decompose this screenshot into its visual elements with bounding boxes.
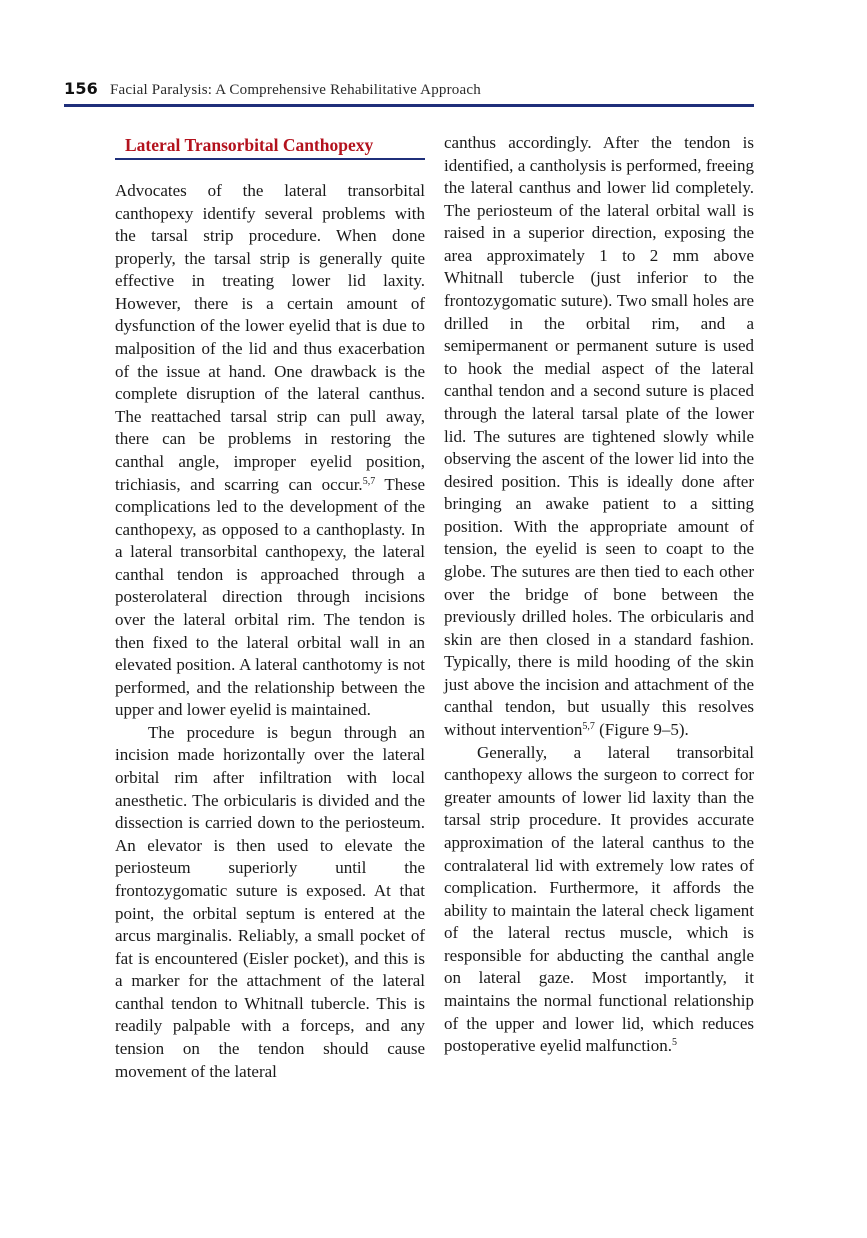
paragraph-text: Advocates of the lateral transorbital canthopexy identify several problems with the tarsal strip procedure. When done properly, the tarsal strip is generally quite effective in treating lower lid laxity. However, there is a certain amount of dysfunction of the lower eyelid that is due to malposition of the lid and thus exacerbation of the issue at hand. One drawback is the complete disruption of the lateral canthus. The reattached tarsal strip can pull away, there can be problems in restoring the canthal angle, improper eyelid position, trichiasis, and scarring can occur.: [115, 181, 425, 494]
running-head: [64, 79, 754, 103]
section-heading: Lateral Transorbital Canthopexy: [115, 132, 425, 160]
reference-superscript: 5,7: [362, 475, 376, 487]
body-paragraph: [115, 180, 425, 722]
body-paragraph: [444, 742, 754, 1058]
paragraph-text: (Figure 9–5).: [594, 720, 689, 740]
body-paragraph: [444, 132, 754, 742]
reference-superscript: 5: [672, 1037, 678, 1049]
body-paragraph: The procedure is begun through an incision made horizontally over the lateral orbital rim after infiltration with local anesthetic. The orbicularis is divided and the dissection is carried down to the periosteum. An elevator is then used to elevate the periosteum superiorly until the frontozygomatic suture is exposed. At that point, the orbital septum is entered at the arcus marginalis. Reliably, a small pocket of fat is encountered (Eisler pocket), and this is a marker for the attachment of the lateral canthal tendon to Whitnall tubercle. This is readily palpable with a forceps, and any tension on the tendon should cause movement of the lateral: [115, 722, 425, 1081]
paragraph-text: Generally, a lateral transorbital canthopexy allows the surgeon to correct for greater amounts of lower lid laxity than the tarsal strip procedure. It provides accurate approximation of the lateral canthus to the contralateral lid with extremely low rates of complication. Furthermore, it affords the ability to maintain the lateral check ligament of the lateral rectus muscle, which is responsible for abducting the canthal angle on lateral gaze. Most importantly, it maintains the normal functional relationship of the upper and lower lid, which reduces postoperative eyelid malfunction.: [444, 742, 754, 1056]
reference-superscript: 5,7: [582, 721, 595, 733]
left-column: [115, 132, 425, 1083]
paragraph-text: canthus accordingly. After the tendon is identified, a cantholysis is performed, freeing the lateral canthus and lower lid completely. The periosteum of the lateral orbital wall is raised in a superior direction, exposing the area approximately 1 to 2 mm above Whitnall tubercle (just inferior to the frontozygomatic suture). Two small holes are drilled in the orbital rim, and a semipermanent or permanent suture is used to hook the medial aspect of the lateral canthal tendon and a second suture is placed through the lateral tarsal plate of the lower lid. The sutures are tightened slowly while observing the ascent of the lower lid into the desired position. This is ideally done after bringing an awake patient to a sitting position. With the appropriate amount of tension, the eyelid is seen to coapt to the globe. The sutures are then tied to each other over the bridge of bone between the previously drilled holes. The orbicularis and skin are then closed in a standard fashion. Typically, there is mild hooding of the skin just above the incision and attachment of the canthal tendon, but usually this resolves without intervention: [444, 133, 754, 740]
page-number: 156: [64, 79, 98, 98]
book-title: Facial Paralysis: A Comprehensive Rehabilitative Approach: [110, 82, 481, 98]
paragraph-text: These complications led to the development of the canthopexy, as opposed to a canthoplasty. In a lateral transorbital canthopexy, the lateral canthal tendon is approached through a posterolateral direction through incisions over the lateral orbital rim. The tendon is then fixed to the lateral orbital wall in an elevated position. A lateral canthotomy is not performed, and the relationship between the upper and lower eyelid is maintained.: [115, 474, 425, 720]
right-column: [444, 132, 754, 1058]
header-rule: [64, 104, 754, 107]
heading-spacer: [115, 160, 425, 180]
